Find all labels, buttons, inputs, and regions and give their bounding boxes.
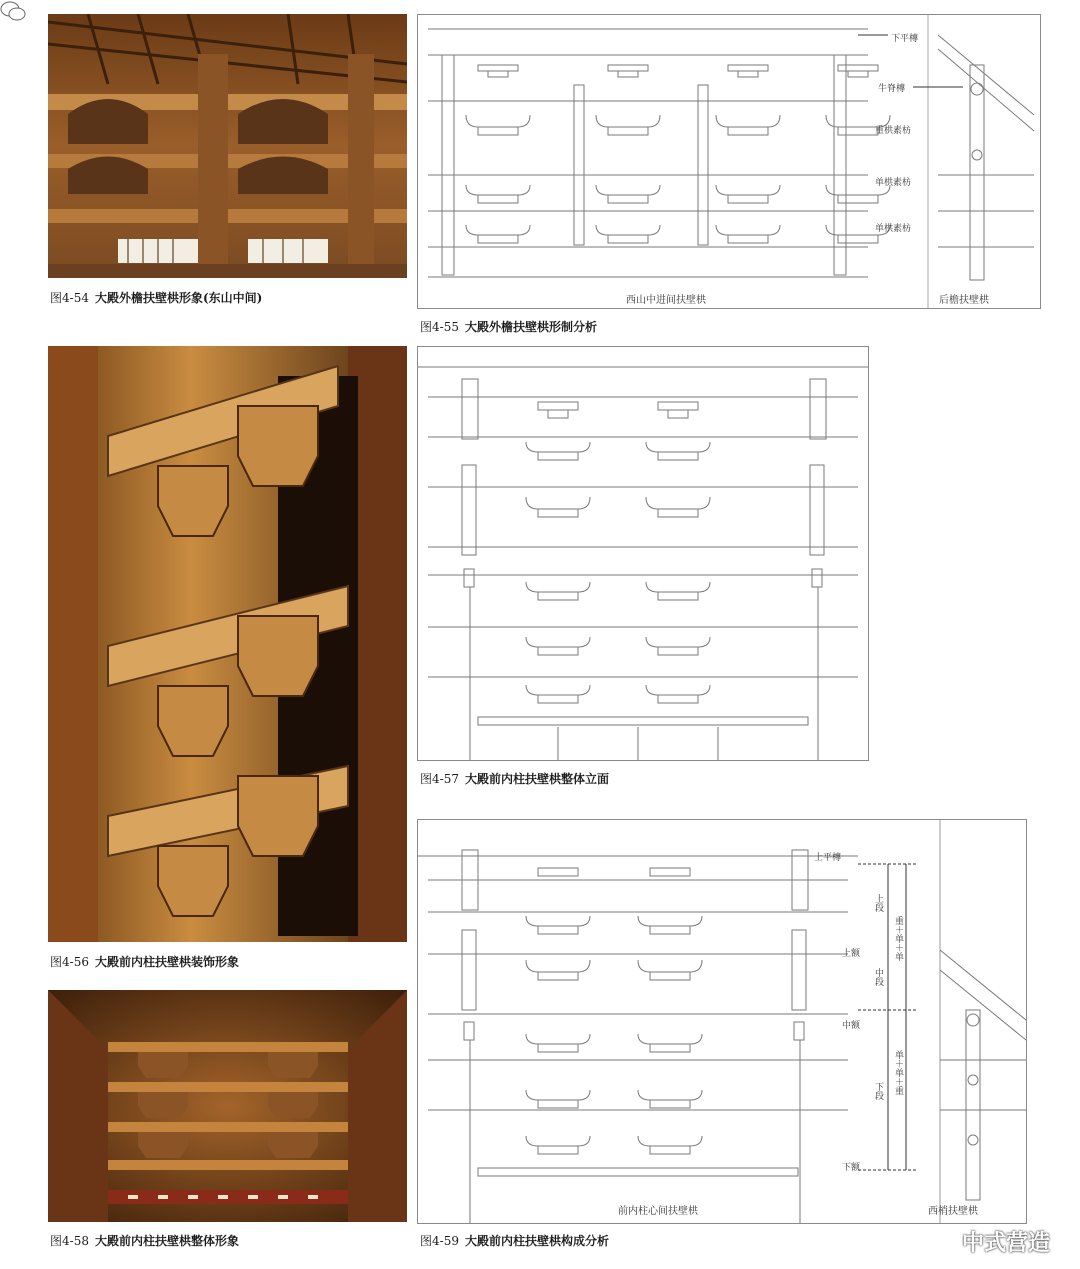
drawing-fig-4-59 [417,819,1027,1224]
drawing-fig-4-59-lines [418,820,1026,1223]
label-xiae: 下额 [842,1163,861,1173]
caption-fig-4-54: 图4-54 大殿外檐扶壁栱形象(东山中间) [50,291,263,305]
caption-fig-4-55: 图4-55 大殿外檐扶壁栱形制分析 [420,320,597,334]
label-shangpingtuan: 上平槫 [814,853,842,863]
sub-caption-front: 前内柱心间扶壁栱 [618,1206,698,1217]
wechat-icon [0,0,26,22]
label-lower-segment: 下段 [873,1082,883,1100]
label-xiapingtuan: 下平槫 [891,34,919,44]
photo-fig-4-58-image [48,990,407,1222]
sub-caption-west-shao: 西梢扶壁栱 [928,1206,978,1217]
watermark: 中式营造 [961,1231,1050,1256]
caption-fig-4-58: 图4-58 大殿前内柱扶壁栱整体形象 [50,1234,239,1248]
label-dangong-2: 单栱素枋 [875,224,912,234]
photo-fig-4-54 [48,14,407,278]
caption-fig-4-56: 图4-56 大殿前内柱扶壁栱装饰形象 [50,955,239,969]
caption-fig-4-57: 图4-57 大殿前内柱扶壁栱整体立面 [420,772,609,786]
photo-fig-4-56 [48,346,407,942]
label-shange: 上额 [842,949,861,959]
sub-caption-west: 西山中进间扶壁栱 [626,295,706,306]
photo-fig-4-54-image [48,14,407,278]
photo-fig-4-56-image [48,346,407,942]
label-formula-lower: 单＋单＋重 [893,1050,903,1095]
photo-fig-4-58 [48,990,407,1222]
label-chonggong: 重栱素枋 [875,126,912,136]
label-zhonge: 中额 [842,1021,861,1031]
caption-fig-4-59: 图4-59 大殿前内柱扶壁栱构成分析 [420,1234,609,1248]
label-upper-segment: 上段 [873,894,883,912]
label-formula-upper: 重＋单＋单 [893,916,903,961]
sub-caption-rear: 后檐扶壁栱 [939,295,989,306]
label-niujituan: 牛脊槫 [878,84,906,94]
label-dangong-1: 单栱素枋 [875,178,912,188]
drawing-fig-4-57-lines [418,347,868,760]
drawing-fig-4-55-lines [418,15,1040,308]
drawing-fig-4-57 [417,346,869,761]
label-middle-segment: 中段 [873,968,883,986]
drawing-fig-4-55 [417,14,1041,309]
